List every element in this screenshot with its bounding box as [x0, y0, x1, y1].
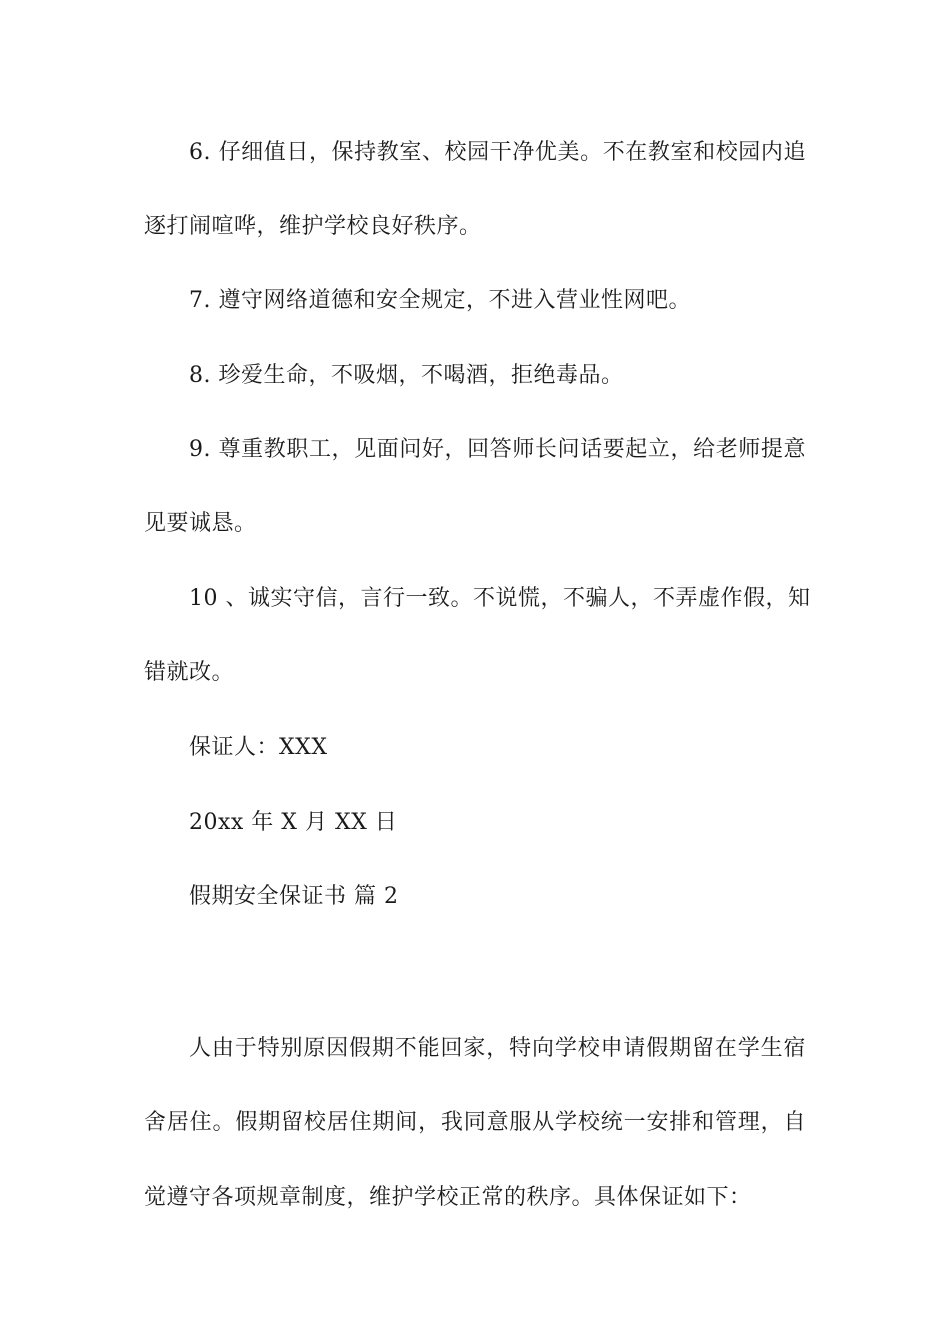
paragraph-line: 舍居住。假期留校居住期间，我同意服从学校统一安排和管理，自	[144, 1110, 806, 1135]
paragraph-line: 错就改。	[144, 660, 235, 685]
paragraph-line: 6. 仔细值日，保持教室、校园干净优美。不在教室和校园内追	[189, 140, 806, 165]
signer-line: 保证人：XXX	[189, 735, 328, 760]
paragraph-line: 觉遵守各项规章制度，维护学校正常的秩序。具体保证如下：	[144, 1185, 752, 1210]
paragraph-line: 7. 遵守网络道德和安全规定，不进入营业性网吧。	[189, 288, 691, 313]
paragraph-line: 9. 尊重教职工，见面问好，回答师长问话要起立，给老师提意	[189, 437, 806, 462]
paragraph-line: 8. 珍爱生命，不吸烟，不喝酒，拒绝毒品。	[189, 363, 624, 388]
paragraph-line: 见要诚恳。	[144, 511, 257, 536]
section-heading: 假期安全保证书 篇 2	[189, 884, 399, 909]
paragraph-line: 人由于特别原因假期不能回家，特向学校申请假期留在学生宿	[189, 1036, 806, 1061]
paragraph-line: 10 、诚实守信，言行一致。不说慌，不骗人，不弄虚作假，知	[189, 586, 811, 611]
date-line: 20xx 年 X 月 XX 日	[189, 810, 398, 835]
paragraph-line: 逐打闹喧哗，维护学校良好秩序。	[144, 214, 482, 239]
